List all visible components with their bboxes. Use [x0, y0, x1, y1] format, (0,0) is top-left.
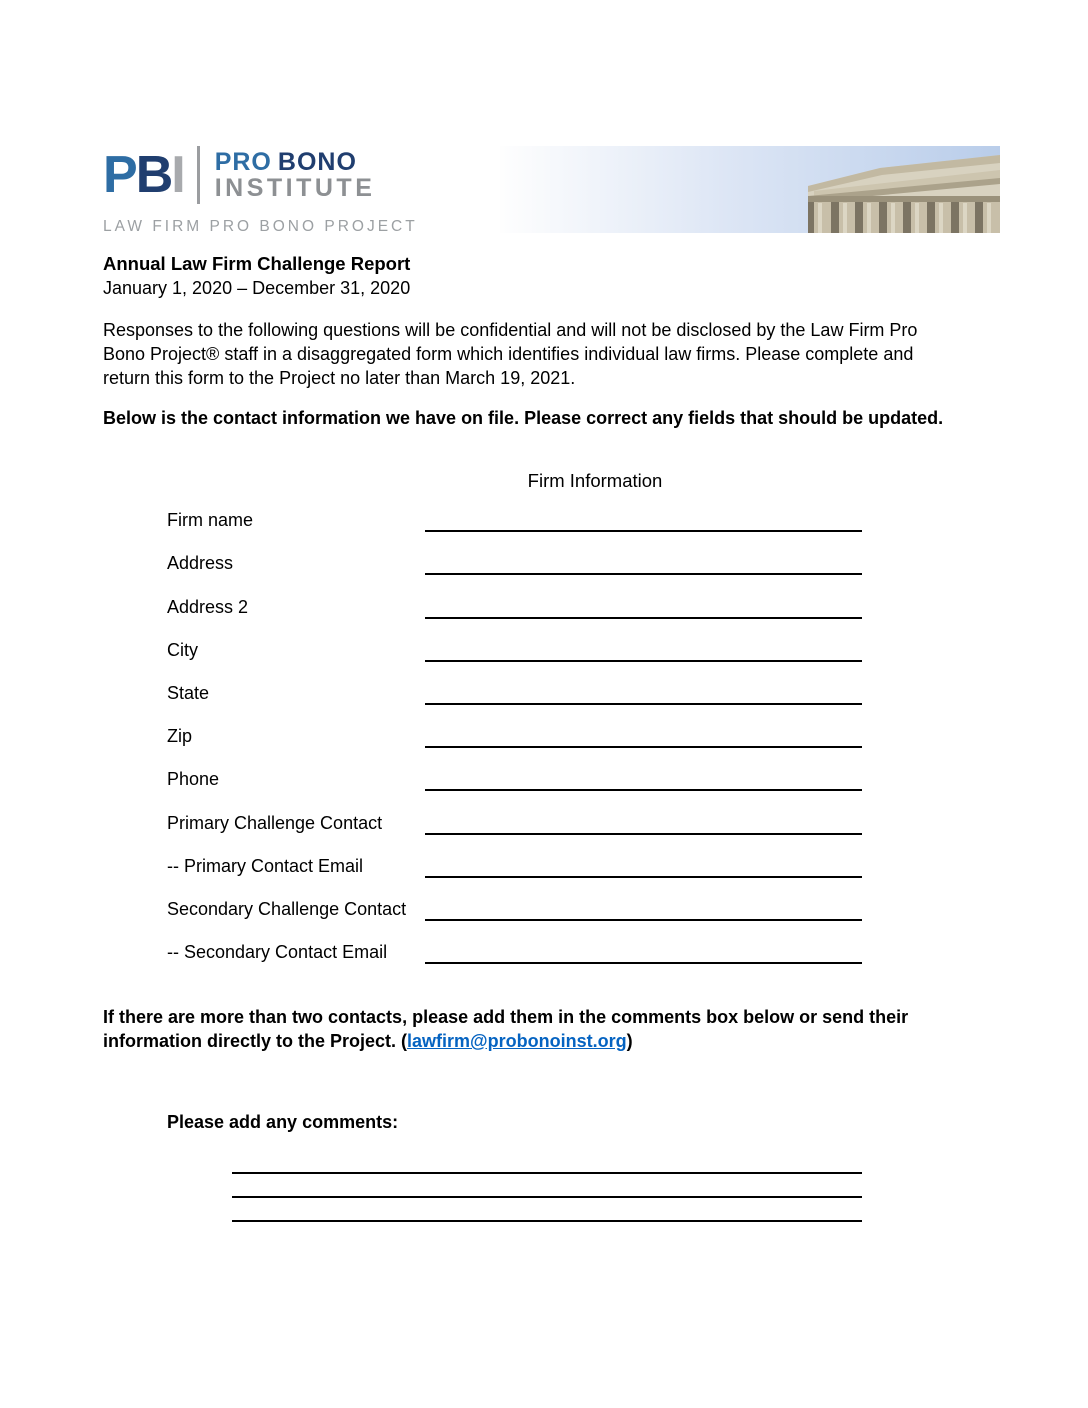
logo-letter-b: B [135, 146, 172, 204]
comments-line-3[interactable] [232, 1220, 862, 1222]
courthouse-banner-image [500, 146, 1000, 233]
comments-line-2[interactable] [232, 1196, 862, 1198]
form-row-state [167, 662, 862, 705]
logo-divider [197, 146, 200, 204]
field-label: Zip [167, 726, 193, 747]
wordmark-bono: BONO [277, 148, 357, 176]
report-title: Annual Law Firm Challenge Report [103, 253, 411, 274]
logo-wordmark [215, 149, 376, 201]
form-row-address [167, 532, 862, 575]
email-link[interactable]: lawfirm@probonoinst.org [407, 1031, 627, 1051]
courthouse-illustration [500, 146, 1000, 233]
pbi-logo [103, 146, 418, 236]
update-note: Below is the contact information we have on file. Please correct any fields that should be updated. [103, 408, 944, 428]
secondary-contact-input-line[interactable] [425, 913, 862, 921]
form-row-zip [167, 705, 862, 748]
form-row-address2 [167, 575, 862, 618]
intro-line-3: return this form to the Project no later than March 19, 2021. [103, 368, 576, 388]
firm-name-input-line[interactable] [425, 524, 862, 532]
logo-tagline: LAW FIRM PRO BONO PROJECT [103, 218, 418, 235]
contacts-note-line-2 [103, 1029, 1003, 1053]
form-row-primary-email [167, 835, 862, 878]
field-label: Firm name [167, 510, 254, 531]
field-label: Phone [167, 769, 220, 790]
secondary-email-input-line[interactable] [425, 956, 862, 964]
form-row-secondary-email [167, 921, 862, 964]
field-label: Primary Challenge Contact [167, 812, 383, 833]
address-input-line[interactable] [425, 567, 862, 575]
primary-email-input-line[interactable] [425, 870, 862, 878]
zip-input-line[interactable] [425, 740, 862, 748]
address2-input-line[interactable] [425, 611, 862, 619]
logo-abbreviation [103, 146, 184, 204]
field-label: Secondary Challenge Contact [167, 898, 407, 919]
wordmark-pro: PRO [214, 148, 272, 176]
field-label: State [167, 682, 210, 703]
contacts-note [103, 1005, 1003, 1053]
contacts-note-line-1: If there are more than two contacts, please add them in the comments box below or send their [103, 1007, 909, 1027]
firm-info-heading: Firm Information [527, 470, 663, 491]
form-row-firm-name [167, 489, 862, 532]
intro-paragraph [103, 318, 1003, 390]
title-block [103, 252, 410, 300]
intro-line-1: Responses to the following questions will be confidential and will not be disclosed by the Law Firm Pro [103, 320, 918, 340]
field-label: Address 2 [167, 596, 249, 617]
report-date-range: January 1, 2020 – December 31, 2020 [103, 278, 411, 298]
pbi-logo-top [103, 146, 418, 204]
form-row-primary-contact [167, 791, 862, 834]
form-row-phone [167, 748, 862, 791]
comments-line-1[interactable] [232, 1172, 862, 1174]
contacts-note-line2-suffix: ) [626, 1031, 633, 1051]
field-label: -- Secondary Contact Email [167, 942, 388, 963]
contacts-note-line2-prefix: information directly to the Project. ( [103, 1031, 408, 1051]
field-label: City [167, 639, 198, 660]
city-input-line[interactable] [425, 654, 862, 662]
intro-line-2: Bono Project® staff in a disaggregated form which identifies individual law firms. Please complete and [103, 344, 914, 364]
primary-contact-input-line[interactable] [425, 827, 862, 835]
phone-input-line[interactable] [425, 783, 862, 791]
state-input-line[interactable] [425, 697, 862, 705]
wordmark-institute: INSTITUTE [214, 174, 376, 202]
form-row-city [167, 619, 862, 662]
wordmark-line1 [215, 149, 376, 175]
comments-label: Please add any comments: [167, 1112, 399, 1132]
field-label: Address [167, 553, 234, 574]
firm-info-form [167, 489, 862, 964]
form-row-secondary-contact [167, 878, 862, 921]
field-label: -- Primary Contact Email [167, 855, 364, 876]
logo-letter-p: P [103, 146, 136, 204]
logo-letter-i: I [171, 146, 184, 204]
